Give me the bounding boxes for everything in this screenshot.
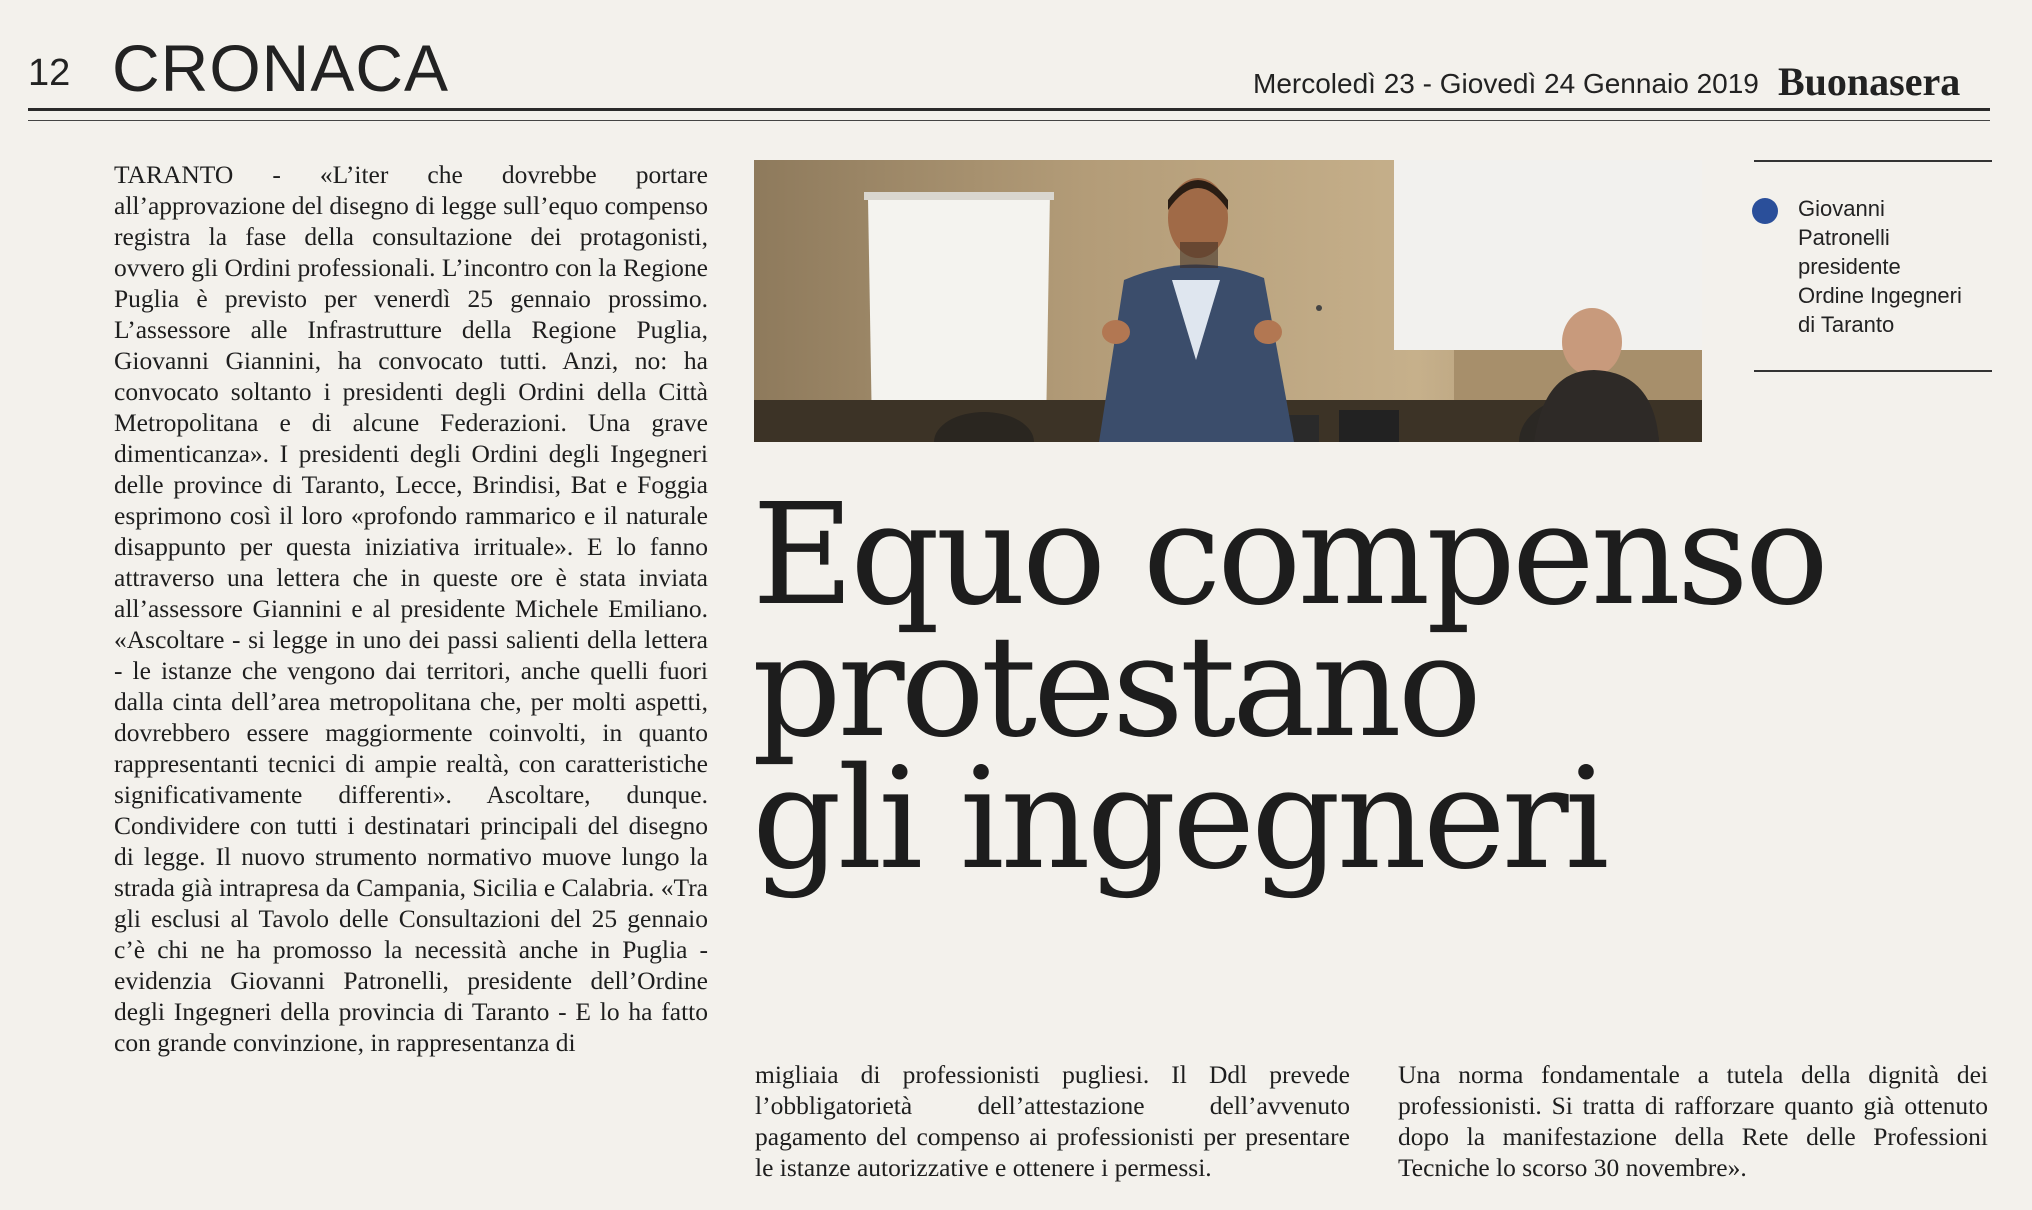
headline-line: protestano <box>752 606 1478 769</box>
headline-line: gli ingegneri <box>752 738 1606 901</box>
article-column-left: TARANTO - «L’iter che dovrebbe portare all’approvazione del disegno di legge sull’equo compenso registra la fase della consultazione dei protagonisti, ovvero gli Ordini professionali. L’incontro con la Regione Puglia è previsto per venerdì 25 gennaio prossimo. L’assessore alle Infrastrutture della Regione Puglia, Giovanni Giannini, ha convocato tutti. Anzi, no: ha convocato soltanto i presidenti degli Ordini della Città Metropolitana e di alcune Federazioni. Una grave dimenticanza». I presidenti degli Ordini degli Ingegneri delle province di Taranto, Lecce, Brindisi, Bat e Foggia esprimono così il loro «profondo rammarico e il naturale disappunto per questa iniziativa irrituale». E lo fanno attraverso una lettera che in queste ore è stata inviata all’assessore Giannini e al presidente Michele Emiliano. «Ascoltare - si legge in uno dei passi salienti della lettera - le istanze che vengono dai territori, anche quelli fuori dalla cinta dell’area metropolitana che, per molti aspetti, dovrebbero essere maggiormente coinvolti, in quanto rappresentanti tecnici di ampie realtà, con caratteristiche significativamente differenti». Ascoltare, dunque. Condividere con tutti i destinatari principali del disegno di legge. Il nuovo strumento normativo muove lungo la strada già intrapresa da Campania, Sicilia e Calabria. «Tra gli esclusi al Tavolo delle Consultazioni del 25 gennaio c’è chi ne ha promosso la necessità anche in Puglia - evidenzia Giovanni Patronelli, presidente dell’Ordine degli Ingegneri della provincia di Taranto - E lo ha fatto con grande convinzione, in rappresentanza di <box>114 160 708 1057</box>
issue-date: Mercoledì 23 - Giovedì 24 Gennaio 2019 <box>1253 68 1759 99</box>
caption-bullet-icon <box>1752 198 1778 224</box>
caption-rule-bottom <box>1754 370 1992 372</box>
photo-speaker-illustration <box>754 160 1702 442</box>
caption-line: Ordine Ingegneri <box>1798 283 1962 308</box>
article-photo <box>754 160 1702 442</box>
header-rule-thick <box>28 108 1990 111</box>
newspaper-name: Buonasera <box>1778 59 1961 104</box>
caption-rule-top <box>1754 160 1992 162</box>
article-column-middle: migliaia di professionisti pugliesi. Il Ddl prevede l’obbligatorietà dell’attestazione dell’avvenuto pagamento del compenso ai professionisti per presentare le istanze autorizzative e ottenere i permessi. <box>755 1060 1350 1182</box>
caption-line: presidente <box>1798 254 1901 279</box>
article-headline <box>752 474 2002 901</box>
caption-line: Patronelli <box>1798 225 1890 250</box>
header-rule-thin <box>28 120 1990 121</box>
article-column-right: Una norma fondamentale a tutela della dignità dei professionisti. Si tratta di rafforzare quanto già ottenuto dopo la manifestazione della Rete delle Professioni Tecniche lo scorso 30 novembre». <box>1398 1060 1988 1182</box>
page-header <box>28 30 1990 105</box>
caption-line: di Taranto <box>1798 312 1895 337</box>
photo-caption <box>1798 194 1994 339</box>
page-number: 12 <box>28 52 71 94</box>
section-title: CRONACA <box>112 31 450 105</box>
headline-line: Equo compenso <box>752 474 1825 637</box>
caption-line: Giovanni <box>1798 196 1885 221</box>
